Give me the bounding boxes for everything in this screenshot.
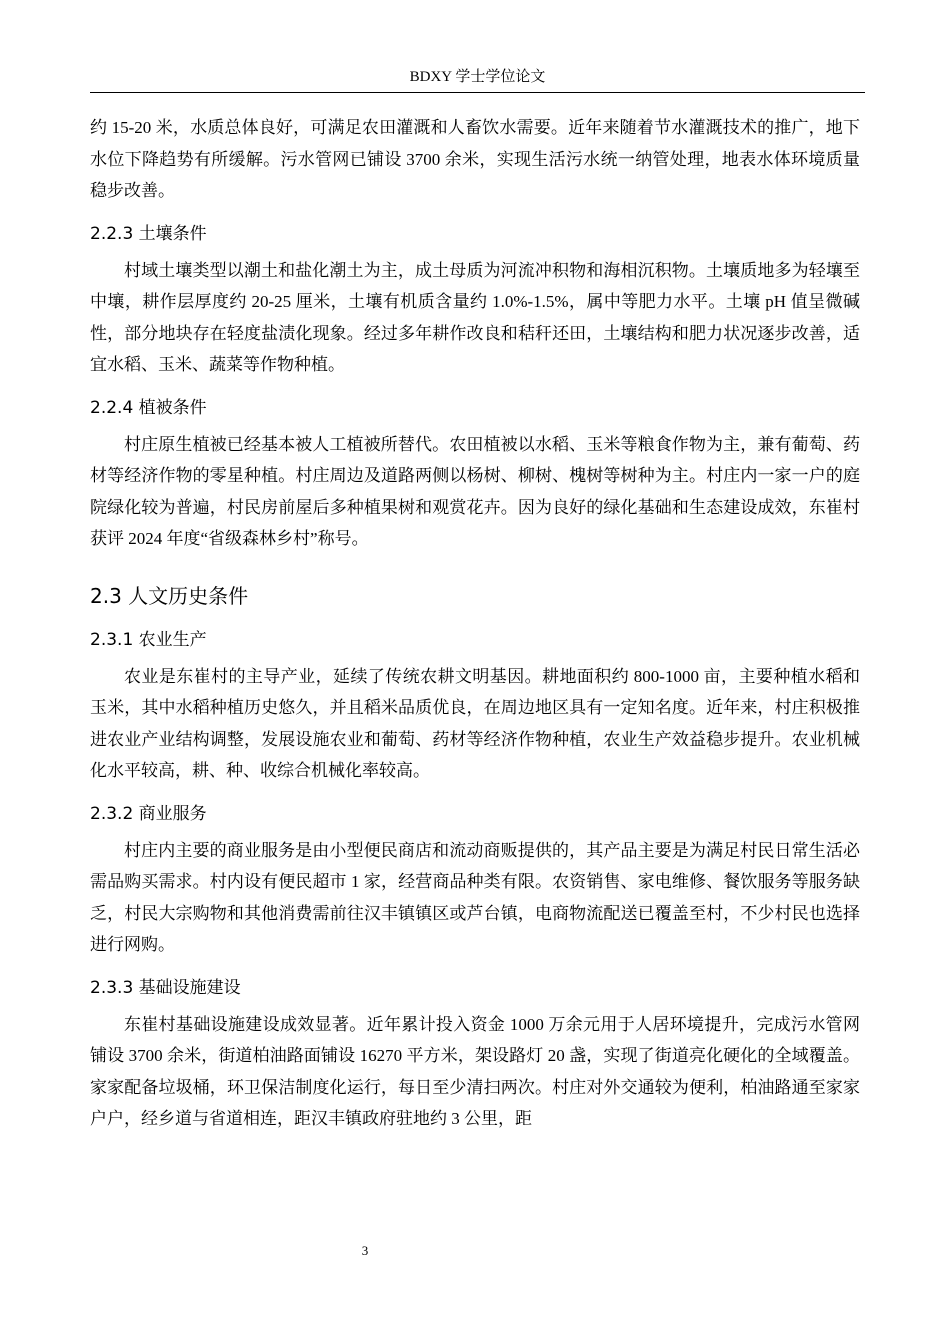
heading-soil-conditions: 2.2.3 土壤条件 (90, 223, 207, 244)
heading-commercial-services: 2.3.2 商业服务 (90, 803, 207, 824)
paragraph-commercial-services: 村庄内主要的商业服务是由小型便民商店和流动商贩提供的，其产品主要是为满足村民日常生活必需品购买需求。村内设有便民超市 1 家，经营商品种类有限。农资销售、家电维修、餐饮服务等服务缺乏，村民大宗购物和其他消费需前往汉丰镇镇区或芦台镇，电商物流配送已覆盖至村，不少村民也选择进行网购。 (90, 840, 860, 954)
document-body (90, 112, 860, 1135)
heading-cultural-history: 2.3 人文历史条件 (90, 583, 249, 608)
heading-vegetation-conditions: 2.2.4 植被条件 (90, 397, 207, 418)
paragraph-vegetation-conditions: 村庄原生植被已经基本被人工植被所替代。农田植被以水稻、玉米等粮食作物为主，兼有葡萄、药材等经济作物的零星种植。村庄周边及道路两侧以杨树、柳树、槐树等树种为主。村庄内一家一户的庭院绿化较为普遍，村民房前屋后多种植果树和观赏花卉。因为良好的绿化基础和生态建设成效，东崔村获评 2024 年度“省级森林乡村”称号。 (90, 434, 860, 548)
paragraph-agricultural-production: 农业是东崔村的主导产业，延续了传统农耕文明基因。耕地面积约 800-1000 亩，主要种植水稻和玉米，其中水稻种植历史悠久，并且稻米品质优良，在周边地区具有一定知名度。近年来，村庄积极推进农业产业结构调整，发展设施农业和葡萄、药材等经济作物种植，农业生产效益稳步提升。农业机械化水平较高，耕、种、收综合机械化率较高。 (90, 666, 860, 780)
heading-agricultural-production: 2.3.1 农业生产 (90, 629, 207, 650)
paragraph-soil-conditions: 村域土壤类型以潮土和盐化潮土为主，成土母质为河流冲积物和海相沉积物。土壤质地多为轻壤至中壤，耕作层厚度约 20-25 厘米，土壤有机质含量约 1.0%-1.5%，属中等肥力水平。土壤 pH 值呈微碱性，部分地块存在轻度盐渍化现象。经过多年耕作改良和秸秆还田，土壤结构和肥力状况逐步改善，适宜水稻、玉米、蔬菜等作物种植。 (90, 260, 860, 374)
heading-infrastructure: 2.3.3 基础设施建设 (90, 977, 241, 998)
page-header: BDXY 学士学位论文 (90, 66, 865, 93)
page-number: 3 (361, 1243, 369, 1258)
paragraph-water-continued: 约 15-20 米，水质总体良好，可满足农田灌溉和人畜饮水需要。近年来随着节水灌溉技术的推广，地下水位下降趋势有所缓解。污水管网已铺设 3700 余米，实现生活污水统一纳管处理，地表水体环境质量稳步改善。 (90, 118, 860, 200)
paragraph-infrastructure: 东崔村基础设施建设成效显著。近年累计投入资金 1000 万余元用于人居环境提升，完成污水管网铺设 3700 余米，街道柏油路面铺设 16270 平方米，架设路灯 20 盏，实现了街道亮化硬化的全域覆盖。家家配备垃圾桶，环卫保洁制度化运行，每日至少清扫两次。村庄对外交通较为便利，柏油路通至家家户户，经乡道与省道相连，距汉丰镇政府驻地约 3 公里，距 (90, 1014, 860, 1128)
